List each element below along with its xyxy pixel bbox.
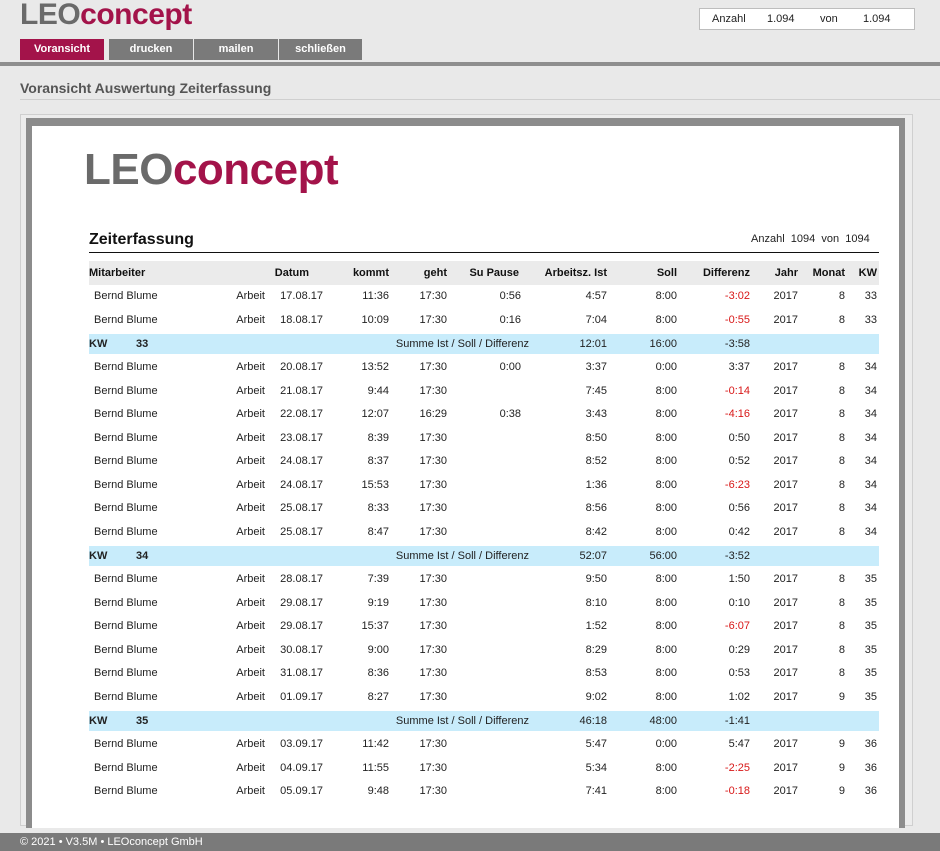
cell-art: Arbeit <box>236 384 265 397</box>
cell-art: Arbeit <box>236 620 265 632</box>
cell-monat: 8 <box>838 478 845 491</box>
cell-kommt: 10:09 <box>361 313 389 326</box>
sum-kw-label: KW <box>89 715 108 727</box>
cell-art: Arbeit <box>236 408 265 420</box>
cell-kw: 35 <box>864 667 877 679</box>
col-mitarbeiter: Mitarbeiter <box>89 267 146 279</box>
report-logo: LEOconcept <box>84 145 339 194</box>
cell-soll: 8:00 <box>655 761 677 774</box>
cell-soll: 8:00 <box>655 408 677 420</box>
cell-kw: 35 <box>864 643 877 656</box>
cell-kw: 35 <box>864 596 877 609</box>
cell-datum: 25.08.17 <box>280 502 323 514</box>
col-kw: KW <box>858 267 877 279</box>
cell-kommt: 8:37 <box>367 455 389 467</box>
cell-kw: 35 <box>864 620 877 632</box>
cell-geht: 17:30 <box>419 738 447 750</box>
cell-soll: 8:00 <box>655 384 677 397</box>
cell-datum: 23.08.17 <box>280 431 323 444</box>
cell-kommt: 7:39 <box>367 573 389 585</box>
cell-geht: 17:30 <box>419 455 447 467</box>
cell-differenz: 0:10 <box>728 596 750 609</box>
col-soll: Soll <box>656 267 677 279</box>
cell-datum: 24.08.17 <box>280 478 323 491</box>
cell-ist: 1:36 <box>585 478 607 491</box>
schliessen-button[interactable]: schließen <box>279 39 362 60</box>
cell-differenz: 0:50 <box>728 431 750 444</box>
cell-mitarbeiter: Bernd Blume <box>94 761 158 774</box>
report-total-value: 1094 <box>845 233 870 245</box>
cell-monat: 8 <box>838 384 845 397</box>
cell-ist: 8:53 <box>585 667 607 679</box>
table-row <box>89 403 879 427</box>
cell-ist: 8:50 <box>585 431 607 444</box>
cell-art: Arbeit <box>236 525 265 538</box>
cell-monat: 8 <box>838 525 845 538</box>
of-label: von <box>820 13 838 25</box>
cell-jahr: 2017 <box>773 620 798 632</box>
cell-differenz: -0:14 <box>724 384 750 397</box>
cell-kommt: 11:55 <box>362 761 389 774</box>
cell-differenz: -6:23 <box>724 478 750 491</box>
cell-jahr: 2017 <box>773 573 798 585</box>
cell-kw: 34 <box>864 361 877 373</box>
cell-art: Arbeit <box>236 455 265 467</box>
cell-mitarbeiter: Bernd Blume <box>94 738 158 750</box>
count-label: Anzahl <box>712 13 746 25</box>
cell-kw: 34 <box>864 431 877 444</box>
cell-datum: 25.08.17 <box>280 525 323 538</box>
col-kommt: kommt <box>352 267 389 279</box>
cell-mitarbeiter: Bernd Blume <box>94 667 158 679</box>
cell-kommt: 8:47 <box>367 525 389 538</box>
cell-mitarbeiter: Bernd Blume <box>94 313 158 326</box>
cell-kw: 34 <box>864 525 877 538</box>
toolbar-divider <box>0 62 940 66</box>
cell-geht: 17:30 <box>419 361 447 373</box>
cell-differenz: 1:02 <box>728 690 750 703</box>
cell-kommt: 9:00 <box>367 643 389 656</box>
cell-geht: 17:30 <box>419 290 447 302</box>
cell-soll: 8:00 <box>655 690 677 703</box>
cell-geht: 17:30 <box>419 596 447 609</box>
cell-monat: 8 <box>838 290 845 302</box>
cell-kommt: 9:44 <box>367 384 389 397</box>
cell-ist: 5:47 <box>585 738 607 750</box>
cell-differenz: 1:50 <box>728 573 750 585</box>
sum-kw-label: KW <box>89 550 108 562</box>
count-value: 1.094 <box>767 13 795 25</box>
table-row <box>89 521 879 545</box>
cell-mitarbeiter: Bernd Blume <box>94 643 158 656</box>
cell-kommt: 8:36 <box>367 667 389 679</box>
cell-monat: 8 <box>838 596 845 609</box>
cell-differenz: 0:56 <box>728 502 750 514</box>
cell-mitarbeiter: Bernd Blume <box>94 290 158 302</box>
table-row <box>89 733 879 757</box>
report-page <box>32 126 899 828</box>
cell-jahr: 2017 <box>773 431 798 444</box>
cell-datum: 05.09.17 <box>280 785 323 797</box>
cell-geht: 16:29 <box>419 408 447 420</box>
report-viewer[interactable] <box>26 118 905 828</box>
page-title: Voransicht Auswertung Zeiterfassung <box>20 80 272 96</box>
report-rule <box>89 252 879 253</box>
report-table <box>89 261 879 804</box>
col-datum: Datum <box>274 267 309 279</box>
cell-geht: 17:30 <box>419 502 447 514</box>
drucken-button[interactable]: drucken <box>109 39 193 60</box>
cell-art: Arbeit <box>236 738 265 750</box>
cell-differenz: -3:02 <box>724 290 750 302</box>
cell-kw: 36 <box>864 785 877 797</box>
cell-differenz: 3:37 <box>728 361 750 373</box>
cell-soll: 8:00 <box>655 667 677 679</box>
cell-mitarbeiter: Bernd Blume <box>94 690 158 703</box>
cell-soll: 8:00 <box>655 620 677 632</box>
cell-datum: 22.08.17 <box>280 408 323 420</box>
report-count <box>751 233 870 245</box>
cell-soll: 8:00 <box>655 596 677 609</box>
cell-soll: 8:00 <box>655 643 677 656</box>
cell-ist: 8:52 <box>585 455 607 467</box>
cell-datum: 20.08.17 <box>280 361 323 373</box>
cell-kw: 35 <box>864 573 877 585</box>
cell-ist: 9:02 <box>585 690 607 703</box>
cell-kommt: 9:48 <box>367 785 389 797</box>
table-row <box>89 615 879 639</box>
cell-mitarbeiter: Bernd Blume <box>94 408 158 420</box>
cell-kommt: 9:19 <box>367 596 389 609</box>
cell-differenz: 0:52 <box>728 455 750 467</box>
cell-ist: 5:34 <box>585 761 607 774</box>
sum-soll: 48:00 <box>649 715 677 727</box>
sum-soll: 56:00 <box>649 550 677 562</box>
cell-differenz: -0:18 <box>724 785 750 797</box>
cell-pause: 0:16 <box>499 313 521 326</box>
table-body <box>89 285 879 804</box>
record-count-box <box>699 8 915 30</box>
cell-jahr: 2017 <box>773 502 798 514</box>
copyright: © 2021 • V3.5M • LEOconcept GmbH <box>20 836 203 848</box>
sum-ist: 12:01 <box>579 338 607 350</box>
cell-art: Arbeit <box>236 667 265 679</box>
footer <box>0 833 940 851</box>
cell-ist: 8:42 <box>585 525 607 538</box>
cell-soll: 0:00 <box>655 738 677 750</box>
cell-jahr: 2017 <box>773 667 798 679</box>
cell-datum: 24.08.17 <box>280 455 323 467</box>
cell-art: Arbeit <box>236 596 265 609</box>
cell-kw: 36 <box>864 761 877 774</box>
cell-kommt: 8:39 <box>367 431 389 444</box>
cell-geht: 17:30 <box>419 785 447 797</box>
cell-jahr: 2017 <box>773 643 798 656</box>
cell-kw: 36 <box>864 738 877 750</box>
col-differenz: Differenz <box>702 267 750 279</box>
cell-soll: 8:00 <box>655 525 677 538</box>
cell-kw: 33 <box>864 313 877 326</box>
cell-ist: 7:04 <box>585 313 607 326</box>
cell-datum: 01.09.17 <box>280 690 323 703</box>
cell-ist: 8:29 <box>585 643 607 656</box>
table-row <box>89 474 879 498</box>
cell-art: Arbeit <box>236 361 265 373</box>
cell-kommt: 13:52 <box>361 361 389 373</box>
cell-ist: 3:37 <box>585 361 607 373</box>
cell-art: Arbeit <box>236 690 265 703</box>
cell-monat: 9 <box>838 785 845 797</box>
cell-monat: 8 <box>838 620 845 632</box>
cell-differenz: 0:42 <box>728 525 750 538</box>
cell-art: Arbeit <box>236 478 265 491</box>
table-row <box>89 662 879 686</box>
cell-kommt: 11:36 <box>362 290 389 302</box>
cell-art: Arbeit <box>236 313 265 326</box>
cell-art: Arbeit <box>236 290 265 302</box>
table-row <box>89 780 879 804</box>
cell-monat: 8 <box>838 408 845 420</box>
cell-geht: 17:30 <box>419 667 447 679</box>
cell-art: Arbeit <box>236 643 265 656</box>
cell-datum: 29.08.17 <box>280 620 323 632</box>
cell-monat: 9 <box>838 761 845 774</box>
cell-jahr: 2017 <box>773 690 798 703</box>
cell-geht: 17:30 <box>419 620 447 632</box>
cell-differenz: -6:07 <box>724 620 750 632</box>
cell-kw: 34 <box>864 502 877 514</box>
cell-soll: 8:00 <box>655 502 677 514</box>
sum-ist: 52:07 <box>579 550 607 562</box>
cell-differenz: 0:53 <box>728 667 750 679</box>
cell-datum: 03.09.17 <box>280 738 323 750</box>
sum-label: Summe Ist / Soll / Differenz <box>395 338 529 350</box>
col-arbeitsz: Arbeitsz. Ist <box>544 267 607 279</box>
cell-jahr: 2017 <box>773 596 798 609</box>
cell-differenz: 5:47 <box>728 738 750 750</box>
cell-mitarbeiter: Bernd Blume <box>94 455 158 467</box>
cell-kommt: 12:07 <box>361 408 389 420</box>
cell-geht: 17:30 <box>419 313 447 326</box>
cell-monat: 8 <box>838 502 845 514</box>
table-row <box>89 450 879 474</box>
table-row <box>89 285 879 309</box>
cell-art: Arbeit <box>236 761 265 774</box>
cell-geht: 17:30 <box>419 478 447 491</box>
report-title: Zeiterfassung <box>89 231 194 248</box>
table-row <box>89 568 879 592</box>
sum-kw-value: 35 <box>136 715 149 727</box>
cell-geht: 17:30 <box>419 431 447 444</box>
table-row <box>89 380 879 404</box>
cell-monat: 9 <box>838 738 845 750</box>
cell-ist: 7:45 <box>585 384 607 397</box>
summary-row <box>89 546 879 566</box>
cell-jahr: 2017 <box>773 408 798 420</box>
col-monat: Monat <box>812 267 845 279</box>
cell-ist: 4:57 <box>585 290 607 302</box>
cell-datum: 29.08.17 <box>280 596 323 609</box>
cell-geht: 17:30 <box>419 573 447 585</box>
cell-art: Arbeit <box>236 502 265 514</box>
table-row <box>89 757 879 781</box>
cell-mitarbeiter: Bernd Blume <box>94 525 158 538</box>
cell-ist: 8:10 <box>585 596 607 609</box>
cell-monat: 8 <box>838 431 845 444</box>
cell-mitarbeiter: Bernd Blume <box>94 620 158 632</box>
cell-soll: 8:00 <box>655 290 677 302</box>
cell-kw: 34 <box>864 478 877 491</box>
sum-kw-value: 34 <box>136 550 149 562</box>
table-row <box>89 356 879 380</box>
col-geht: geht <box>423 267 447 279</box>
cell-ist: 1:52 <box>585 620 607 632</box>
cell-jahr: 2017 <box>773 455 798 467</box>
cell-monat: 8 <box>838 361 845 373</box>
cell-soll: 0:00 <box>655 361 677 373</box>
cell-art: Arbeit <box>236 785 265 797</box>
cell-ist: 3:43 <box>585 408 607 420</box>
cell-jahr: 2017 <box>773 738 798 750</box>
cell-soll: 8:00 <box>655 455 677 467</box>
sum-label: Summe Ist / Soll / Differenz <box>395 550 529 562</box>
cell-kw: 33 <box>864 290 877 302</box>
cell-soll: 8:00 <box>655 313 677 326</box>
cell-kw: 34 <box>864 384 877 397</box>
cell-monat: 8 <box>838 573 845 585</box>
summary-row <box>89 334 879 354</box>
report-count-value: 1094 <box>790 233 816 245</box>
cell-datum: 18.08.17 <box>280 313 323 326</box>
cell-kommt: 11:42 <box>362 738 389 750</box>
cell-art: Arbeit <box>236 431 265 444</box>
cell-differenz: 0:29 <box>728 643 750 656</box>
voransicht-button[interactable]: Voransicht <box>20 39 104 60</box>
cell-jahr: 2017 <box>773 290 798 302</box>
cell-mitarbeiter: Bernd Blume <box>94 596 158 609</box>
cell-geht: 17:30 <box>419 384 447 397</box>
cell-ist: 7:41 <box>585 785 607 797</box>
table-row <box>89 427 879 451</box>
table-row <box>89 592 879 616</box>
cell-soll: 8:00 <box>655 431 677 444</box>
cell-differenz: -0:55 <box>724 313 750 326</box>
cell-monat: 9 <box>838 690 845 703</box>
cell-geht: 17:30 <box>419 690 447 703</box>
report-of-label: von <box>821 233 840 245</box>
table-row <box>89 497 879 521</box>
cell-jahr: 2017 <box>773 761 798 774</box>
title-divider <box>20 99 940 100</box>
cell-kw: 34 <box>864 408 877 420</box>
report-count-label: Anzahl <box>751 233 785 245</box>
cell-ist: 9:50 <box>585 573 607 585</box>
cell-kommt: 15:53 <box>361 478 389 491</box>
col-jahr: Jahr <box>774 267 798 279</box>
cell-differenz: -4:16 <box>724 408 750 420</box>
sum-kw-label: KW <box>89 338 108 350</box>
cell-ist: 8:56 <box>585 502 607 514</box>
cell-kommt: 15:37 <box>361 620 389 632</box>
cell-datum: 21.08.17 <box>280 384 323 397</box>
cell-monat: 8 <box>838 313 845 326</box>
table-row <box>89 309 879 333</box>
cell-monat: 8 <box>838 667 845 679</box>
cell-kommt: 8:33 <box>367 502 389 514</box>
cell-soll: 8:00 <box>655 785 677 797</box>
cell-datum: 31.08.17 <box>280 667 323 679</box>
cell-soll: 8:00 <box>655 573 677 585</box>
cell-kw: 34 <box>864 455 877 467</box>
sum-label: Summe Ist / Soll / Differenz <box>395 715 529 727</box>
summary-row <box>89 711 879 731</box>
cell-jahr: 2017 <box>773 478 798 491</box>
cell-art: Arbeit <box>236 573 265 585</box>
top-logo: LEOconcept <box>20 0 192 31</box>
cell-jahr: 2017 <box>773 313 798 326</box>
cell-jahr: 2017 <box>773 361 798 373</box>
mailen-button[interactable]: mailen <box>194 39 278 60</box>
cell-mitarbeiter: Bernd Blume <box>94 431 158 444</box>
cell-jahr: 2017 <box>773 384 798 397</box>
cell-kw: 35 <box>864 690 877 703</box>
sum-differenz: -1:41 <box>724 715 750 727</box>
cell-differenz: -2:25 <box>724 761 750 774</box>
cell-jahr: 2017 <box>773 525 798 538</box>
cell-mitarbeiter: Bernd Blume <box>94 384 158 397</box>
cell-soll: 8:00 <box>655 478 677 491</box>
cell-kommt: 8:27 <box>367 690 389 703</box>
sum-differenz: -3:52 <box>724 550 750 562</box>
sum-kw-value: 33 <box>136 338 149 350</box>
cell-mitarbeiter: Bernd Blume <box>94 478 158 491</box>
total-value: 1.094 <box>863 13 891 25</box>
table-header <box>89 261 879 285</box>
cell-pause: 0:00 <box>499 361 521 373</box>
sum-differenz: -3:58 <box>724 338 750 350</box>
cell-datum: 17.08.17 <box>280 290 323 302</box>
cell-datum: 30.08.17 <box>280 643 323 656</box>
cell-jahr: 2017 <box>773 785 798 797</box>
cell-monat: 8 <box>838 643 845 656</box>
cell-pause: 0:38 <box>499 408 521 420</box>
cell-mitarbeiter: Bernd Blume <box>94 502 158 514</box>
table-row <box>89 639 879 663</box>
cell-geht: 17:30 <box>419 643 447 656</box>
cell-pause: 0:56 <box>499 290 521 302</box>
table-row <box>89 686 879 710</box>
cell-monat: 8 <box>838 455 845 467</box>
sum-soll: 16:00 <box>649 338 677 350</box>
cell-datum: 04.09.17 <box>280 761 323 774</box>
cell-datum: 28.08.17 <box>280 573 323 585</box>
cell-geht: 17:30 <box>419 761 447 774</box>
col-pause: Su Pause <box>469 267 519 279</box>
cell-mitarbeiter: Bernd Blume <box>94 573 158 585</box>
sum-ist: 46:18 <box>579 715 607 727</box>
cell-mitarbeiter: Bernd Blume <box>94 785 158 797</box>
cell-geht: 17:30 <box>419 525 447 538</box>
cell-mitarbeiter: Bernd Blume <box>94 361 158 373</box>
